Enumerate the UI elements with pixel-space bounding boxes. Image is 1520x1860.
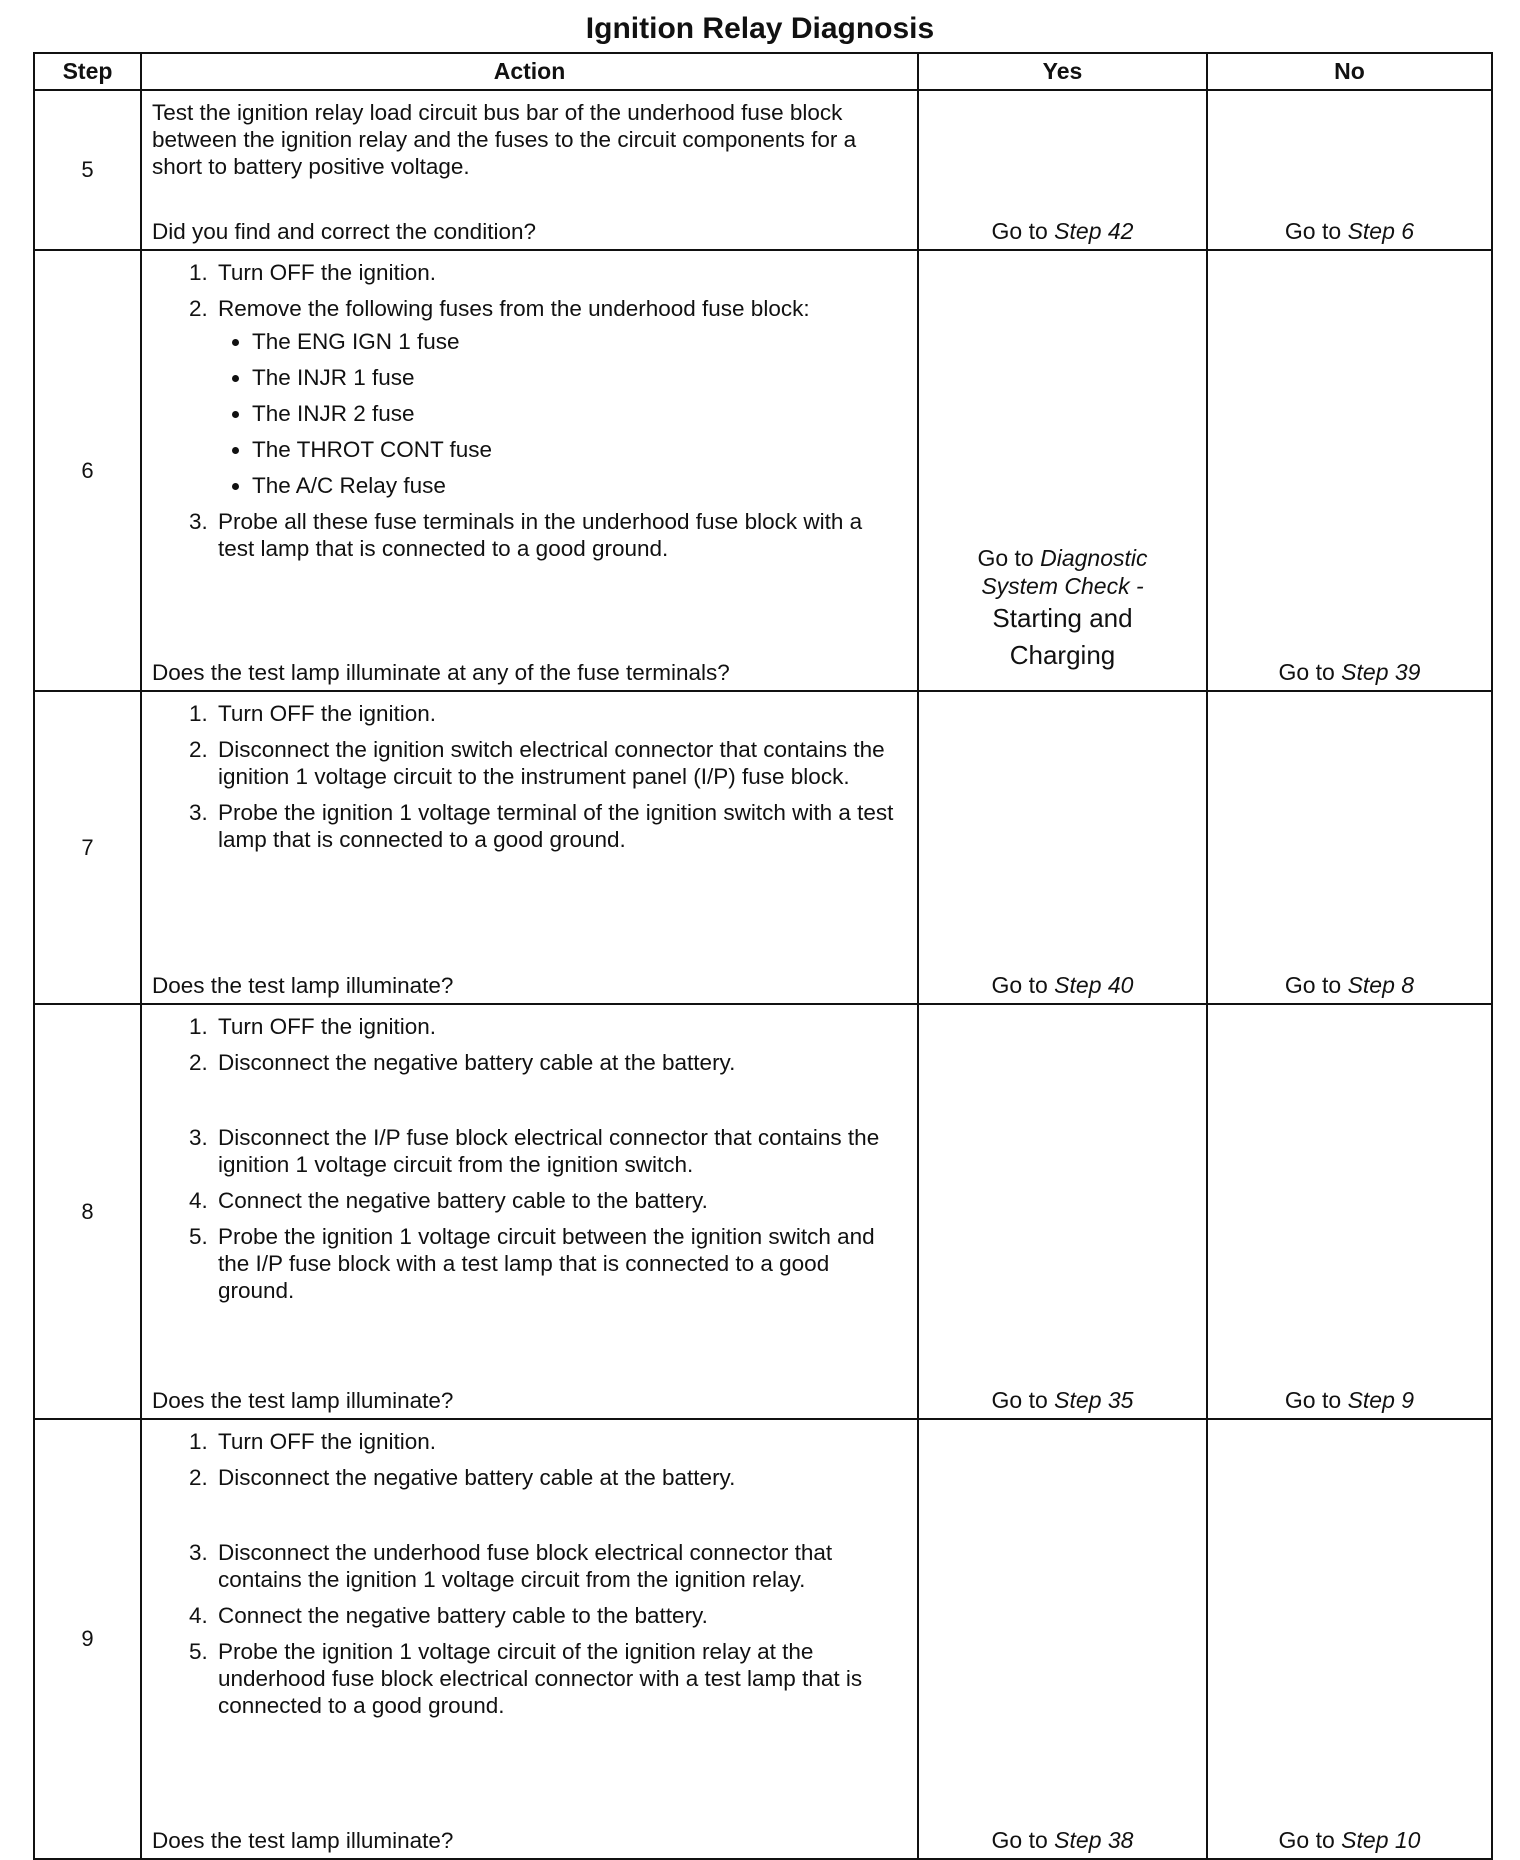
yes-answer: Go to Diagnostic System Check - Starting and Charging: [977, 545, 1148, 670]
action-cell: [141, 90, 918, 250]
action-cell: [141, 1004, 918, 1419]
step-number: 8: [34, 1004, 141, 1419]
action-cell: [141, 250, 918, 691]
list-item: 1. Turn OFF the ignition.: [214, 1013, 903, 1040]
yes-answer: Go to Step 42: [991, 218, 1134, 244]
list-item: 1. Turn OFF the ignition.: [214, 259, 903, 286]
yes-cell: [918, 250, 1207, 691]
list-item: 3. Probe all these fuse terminals in the underhood fuse block with a test lamp that is connected to a good ground.: [214, 508, 903, 562]
no-answer: Go to Step 6: [1284, 218, 1415, 244]
yes-cell: [918, 1419, 1207, 1859]
yes-answer: Go to Step 35: [991, 1387, 1134, 1413]
table-row-step-9: [34, 1419, 1492, 1859]
question-text: Does the test lamp illuminate?: [152, 973, 454, 998]
no-cell: [1207, 90, 1492, 250]
action-cell: [141, 1419, 918, 1859]
no-answer: Go to Step 9: [1284, 1387, 1415, 1413]
page-title: Ignition Relay Diagnosis: [585, 12, 935, 45]
list-item: 2. Disconnect the negative battery cable at the battery.: [214, 1049, 903, 1076]
header-step: Step: [34, 53, 141, 90]
fuse-item: • The INJR 1 fuse: [252, 364, 903, 391]
question-text: Does the test lamp illuminate?: [152, 1828, 454, 1853]
table-header-row: [34, 53, 1492, 90]
list-item: 4. Connect the negative battery cable to the battery.: [214, 1187, 903, 1214]
step-number: 5: [34, 90, 141, 250]
fuse-item: • The THROT CONT fuse: [252, 436, 903, 463]
fuse-item: • The A/C Relay fuse: [252, 472, 903, 499]
table-row-step-8: [34, 1004, 1492, 1419]
no-answer: Go to Step 10: [1278, 1827, 1421, 1853]
action-steps: [152, 1428, 903, 1719]
table-row-step-7: [34, 691, 1492, 1004]
action-steps: [152, 1013, 903, 1304]
list-item: 2. Disconnect the ignition switch electrical connector that contains the ignition 1 voltage circuit to the instrument panel (I/P) fuse block.: [214, 736, 903, 790]
list-item: 3. Disconnect the I/P fuse block electrical connector that contains the ignition 1 voltage circuit from the ignition switch.: [214, 1124, 903, 1178]
list-item: 1. Turn OFF the ignition.: [214, 1428, 903, 1455]
step-number: 9: [34, 1419, 141, 1859]
no-cell: [1207, 691, 1492, 1004]
header-action: Action: [141, 53, 918, 90]
list-item: 2. Disconnect the negative battery cable at the battery.: [214, 1464, 903, 1491]
question-text: Did you find and correct the condition?: [152, 219, 536, 244]
table-row-step-5: [34, 90, 1492, 250]
action-steps: [152, 259, 903, 562]
list-item: 2. Remove the following fuses from the underhood fuse block: • The ENG IGN 1 fuse • The INJR 1 fuse • The INJR 2 fuse • The THROT CONT fuse • The A/C Relay fuse: [214, 295, 903, 499]
header-no: No: [1207, 53, 1492, 90]
no-cell: [1207, 250, 1492, 691]
fuse-list: [218, 328, 903, 499]
no-answer: Go to Step 39: [1278, 659, 1421, 685]
list-item: 3. Disconnect the underhood fuse block electrical connector that contains the ignition 1 voltage circuit from the ignition relay.: [214, 1539, 903, 1593]
yes-cell: [918, 90, 1207, 250]
fuse-item: • The ENG IGN 1 fuse: [252, 328, 903, 355]
yes-cell: [918, 1004, 1207, 1419]
action-cell: [141, 691, 918, 1004]
no-answer: Go to Step 8: [1284, 972, 1415, 998]
question-text: Does the test lamp illuminate at any of the fuse terminals?: [152, 660, 730, 685]
yes-answer: Go to Step 40: [991, 972, 1134, 998]
list-item: 4. Connect the negative battery cable to the battery.: [214, 1602, 903, 1629]
diagnosis-table: [33, 52, 1493, 1860]
no-cell: [1207, 1004, 1492, 1419]
action-text: Test the ignition relay load circuit bus bar of the underhood fuse block between the ignition relay and the fuses to the circuit components for a short to battery positive voltage.: [152, 100, 857, 179]
yes-cell: [918, 691, 1207, 1004]
action-steps: [152, 700, 903, 853]
list-item: 5. Probe the ignition 1 voltage circuit between the ignition switch and the I/P fuse block with a test lamp that is connected to a good ground.: [214, 1223, 903, 1304]
no-cell: [1207, 1419, 1492, 1859]
list-item: 3. Probe the ignition 1 voltage terminal of the ignition switch with a test lamp that is connected to a good ground.: [214, 799, 903, 853]
list-item: 5. Probe the ignition 1 voltage circuit of the ignition relay at the underhood fuse block electrical connector with a test lamp that is connected to a good ground.: [214, 1638, 903, 1719]
list-item: 1. Turn OFF the ignition.: [214, 700, 903, 727]
table-row-step-6: [34, 250, 1492, 691]
fuse-item: • The INJR 2 fuse: [252, 400, 903, 427]
step-number: 6: [34, 250, 141, 691]
question-text: Does the test lamp illuminate?: [152, 1388, 454, 1413]
step-number: 7: [34, 691, 141, 1004]
yes-answer: Go to Step 38: [991, 1827, 1134, 1853]
header-yes: Yes: [918, 53, 1207, 90]
